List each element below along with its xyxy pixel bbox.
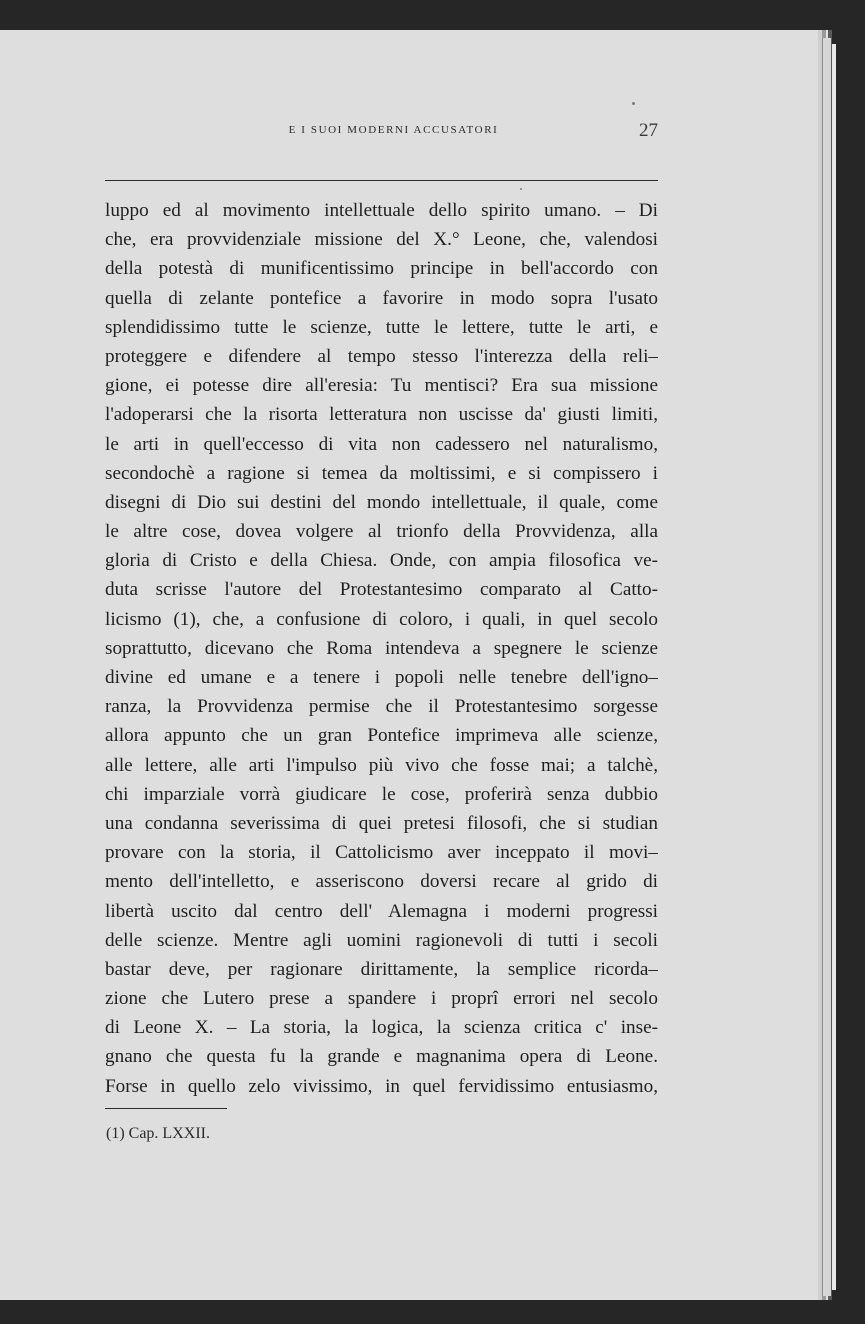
text-line: alle lettere, alle arti l'impulso più vivo che fosse mai; a talchè,: [105, 754, 658, 776]
text-line: secondochè a ragione si temea da moltissimi, e si compissero i: [105, 462, 658, 484]
text-line: luppo ed al movimento intellettuale dello spirito umano. – Di: [105, 200, 658, 221]
text-line: provare con la storia, il Cattolicismo aver inceppato il movi–: [105, 842, 658, 864]
text-line: gione, ei potesse dire all'eresia: Tu mentisci? Era sua missione: [105, 375, 658, 397]
text-line: mento dell'intelletto, e asseriscono doversi recare al grido di: [105, 871, 658, 893]
paper-speck: [632, 102, 635, 105]
text-line: soprattutto, dicevano che Roma intendeva a spegnere le scienze: [105, 637, 658, 659]
text-line: delle scienze. Mentre agli uomini ragionevoli di tutti i secoli: [105, 929, 658, 951]
text-line: le arti in quell'eccesso di vita non cadessero nel naturalismo,: [105, 433, 658, 455]
text-line: proteggere e difendere al tempo stesso l'interezza della reli–: [105, 345, 658, 367]
text-line: libertà uscito dal centro dell' Alemagna i moderni progressi: [105, 900, 658, 922]
text-line: l'adoperarsi che la risorta letteratura non uscisse da' giusti limiti,: [105, 404, 658, 426]
text-line: quella di zelante pontefice a favorire in modo sopra l'usato: [105, 287, 658, 309]
text-line: Forse in quello zelo vivissimo, in quel fervidissimo entusiasmo,: [105, 1075, 658, 1097]
text-line: divine ed umane e a tenere i popoli nelle tenebre dell'igno–: [105, 667, 658, 688]
text-line: gnano che questa fu la grande e magnanima opera di Leone.: [105, 1046, 658, 1068]
text-line: chi imparziale vorrà giudicare le cose, proferirà senza dubbio: [105, 783, 658, 805]
footnote: (1) Cap. LXXII.: [106, 1125, 210, 1142]
text-line: che, era provvidenziale missione del X.° Leone, che, valendosi: [105, 229, 658, 251]
text-line: allora appunto che un gran Pontefice imprimeva alle scienze,: [105, 725, 658, 747]
paper-speck: [520, 188, 522, 190]
text-line: splendidissimo tutte le scienze, tutte le lettere, tutte le arti, e: [105, 316, 658, 338]
running-head: E I SUOI MODERNI ACCUSATORI: [288, 124, 499, 136]
text-line: licismo (1), che, a confusione di coloro, i quali, in quel secolo: [105, 608, 658, 630]
header-rule: [105, 180, 658, 181]
text-line: disegni di Dio sui destini del mondo intellettuale, il quale, come: [105, 491, 658, 513]
text-line: di Leone X. – La storia, la logica, la scienza critica c' inse-: [105, 1017, 658, 1039]
text-line: duta scrisse l'autore del Protestantesimo comparato al Catto-: [105, 579, 658, 601]
page-stack-edge: [832, 44, 836, 1290]
text-line: gloria di Cristo e della Chiesa. Onde, con ampia filosofica ve-: [105, 550, 658, 572]
page-stack-edge: [822, 38, 831, 1296]
text-line: bastar deve, per ragionare dirittamente, la semplice ricorda–: [105, 958, 658, 980]
text-line: ranza, la Provvidenza permise che il Protestantesimo sorgesse: [105, 696, 658, 718]
page-header: [105, 120, 658, 146]
text-line: una condanna severissima di quei pretesi filosofi, che si studian: [105, 812, 658, 834]
text-line: della potestà di munificentissimo principe in bell'accordo con: [105, 258, 658, 280]
text-line: le altre cose, dovea volgere al trionfo della Provvidenza, alla: [105, 521, 658, 543]
text-line: zione che Lutero prese a spandere i proprî errori nel secolo: [105, 988, 658, 1010]
footnote-rule: [105, 1108, 227, 1109]
body-text: [105, 196, 658, 1101]
page-number: 27: [639, 120, 658, 141]
